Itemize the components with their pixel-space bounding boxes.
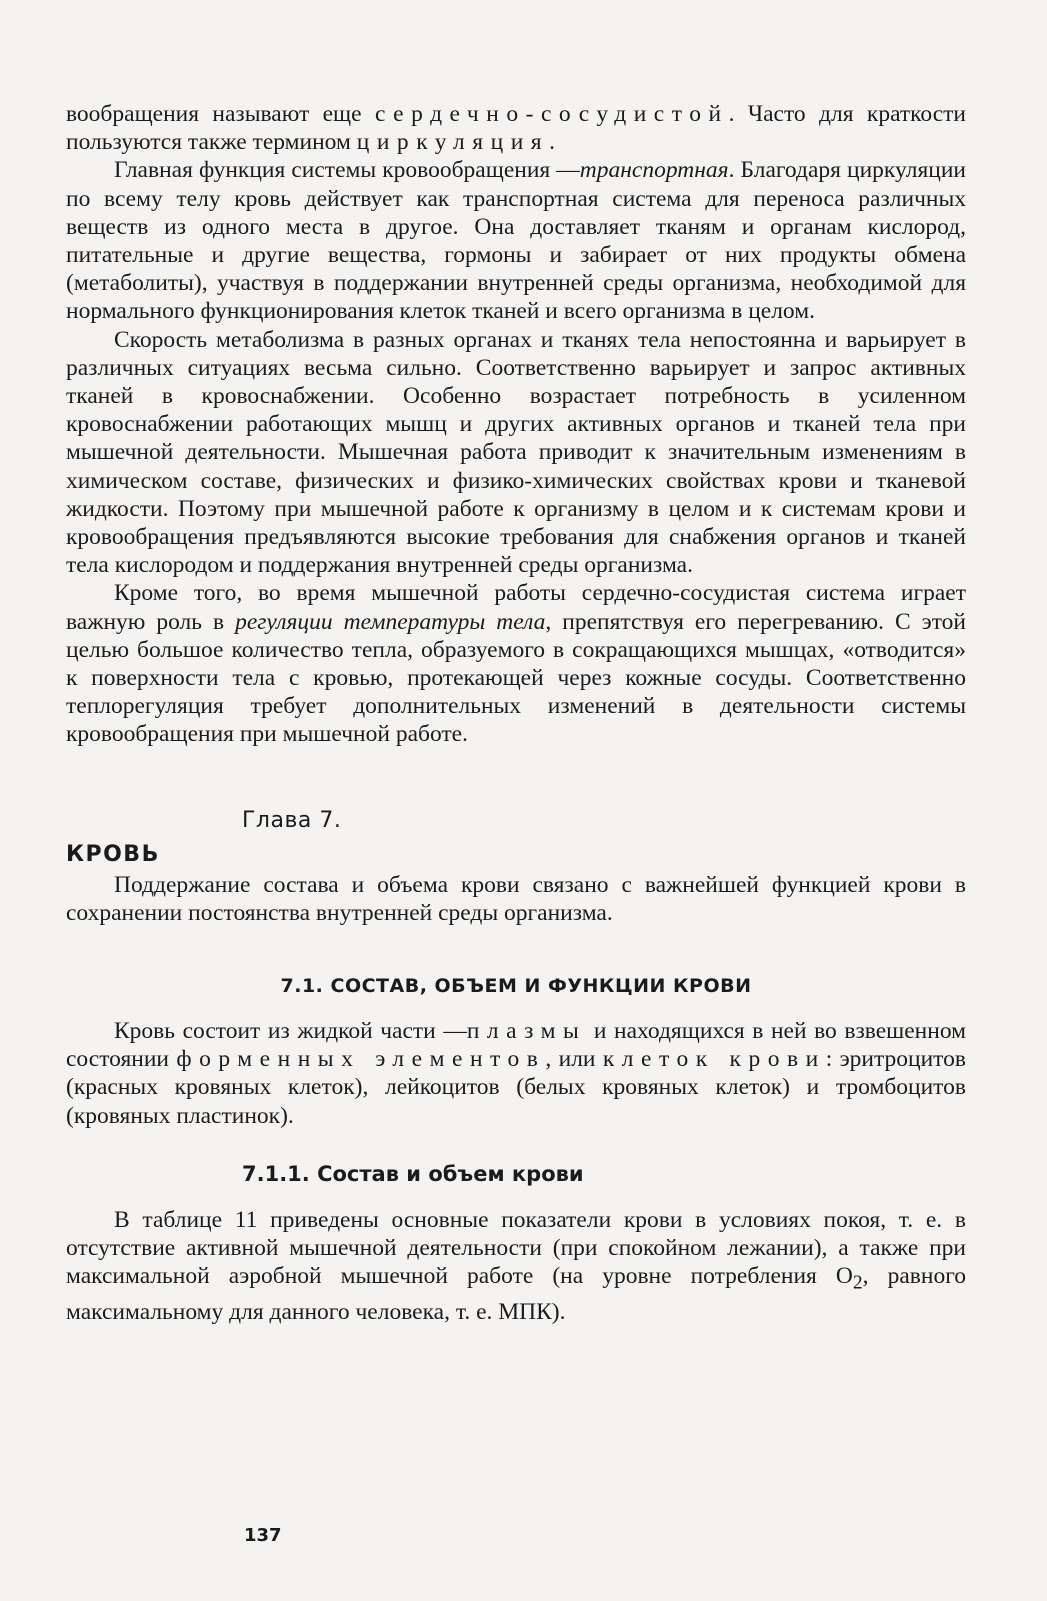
term-formed-elements: форменных элементов — [176, 1046, 546, 1073]
paragraph-table-reference: В таблице 11 приведены основные показатели крови в условиях покоя, т. е. в отсутствие активной мышечной деятельности (при спокойном лежании), а также при максимальной аэробной мышечной работе (на уровне потребления $O_2$, равного максимальному для данного человека, т. е. МПК). — [66, 1206, 966, 1326]
term-circulation: циркуляция — [356, 129, 550, 156]
paragraph-chapter-intro: Поддержание состава и объема крови связано с важнейшей функцией крови в сохранении постоянства внутренней среды организма. — [66, 871, 966, 926]
term-transport: транспортная — [579, 157, 729, 184]
chapter-title: КРОВЬ — [66, 841, 160, 867]
chapter-label: Глава 7. — [242, 807, 342, 833]
subscript-2: 2 — [852, 1272, 863, 1294]
term-blood-cells: клеток крови — [602, 1046, 826, 1073]
page-number: 137 — [244, 1525, 282, 1546]
term-cardiovascular: сердечно-сосудистой — [374, 101, 729, 127]
term-plasma: плазмы — [466, 1018, 587, 1045]
section-heading-7-1: 7.1. СОСТАВ, ОБЪЕМ И ФУНКЦИИ КРОВИ — [280, 975, 752, 998]
paragraph-circulation-terms: вообращения называют еще сердечно-сосудистой. Часто для краткости пользуются также термином циркуляция. — [66, 101, 967, 156]
paragraph-transport-function: Главная функция системы кровообращения —транспортная. Благодаря циркуляции по всему телу кровь действует как транспортная система для переноса различных веществ из одного места в другое. Она доставляет тканям и органам кислород, питательные и другие вещества, гормоны и забирает от них продукты обмена (метаболиты), участвуя в поддержании внутренней среды организма, необходимой для нормального функционирования клеток тканей и всего организма в целом. — [66, 157, 966, 325]
paragraph-thermoregulation: Кроме того, во время мышечной работы сердечно-сосудистая система играет важную роль в регуляции температуры тела, препятствуя его перегреванию. С этой целью большое количество тепла, образуемого в сокращающихся мышцах, «отводится» к поверхности тела с кровью, протекающей через кожные сосуды. Соответственно теплорегуляция требует дополнительных изменений в деятельности системы кровообращения при мышечной работе. — [66, 580, 966, 748]
paragraph-blood-composition: Кровь состоит из жидкой части —плазмы и находящихся в ней во взвешенном состоянии форменных элементов, или клеток крови: эритроцитов (красных кровяных клеток), лейкоцитов (белых кровяных клеток) и тромбоцитов (кровяных пластинок). — [66, 1018, 966, 1129]
page-content — [66, 100, 966, 1326]
subsection-heading-7-1-1: 7.1.1. Состав и объем крови — [242, 1161, 584, 1186]
term-temperature-regulation: регуляции температуры тела — [235, 608, 546, 635]
paragraph-metabolism: Скорость метаболизма в разных органах и тканях тела непостоянна и варьирует в различных ситуациях весьма сильно. Соответственно варьирует и запрос активных тканей в кровоснабжении. Особенно возрастает потребность в усиленном кровоснабжении работающих мышц и других активных органов и тканей тела при мышечной деятельности. Мышечная работа приводит к значительным изменениям в химическом составе, физических и физико-химических свойствах крови и тканевой жидкости. Поэтому при мышечной работе к организму в целом и к системам крови и кровообращения предъявляются высокие требования для снабжения органов и тканей тела кислородом и поддержания внутренней среды организма. — [66, 326, 966, 579]
